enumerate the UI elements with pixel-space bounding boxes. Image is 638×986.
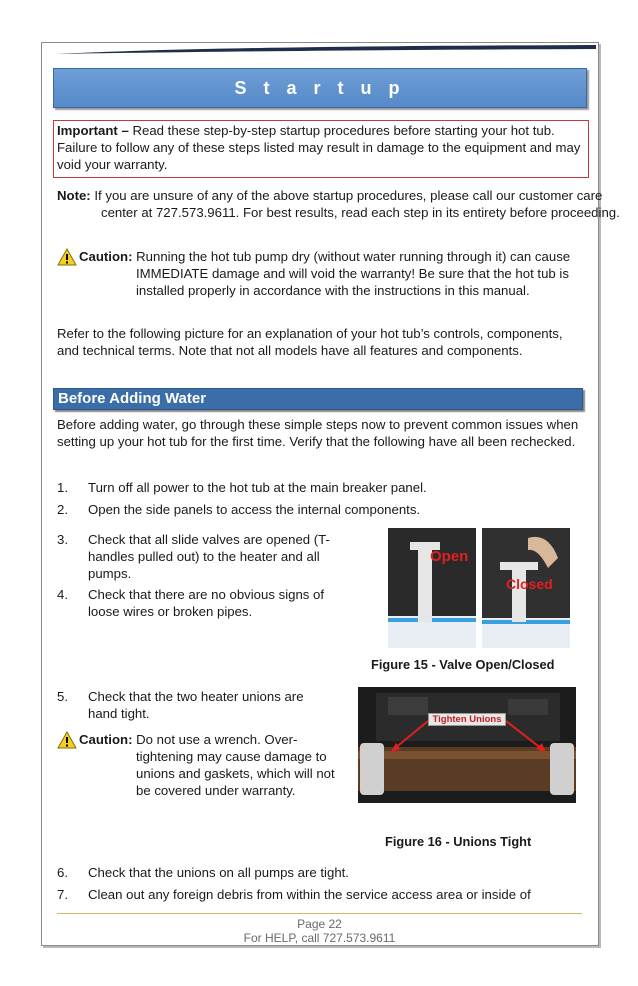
list-number: 1. <box>57 480 68 495</box>
list-number: 6. <box>57 865 68 880</box>
caution-label: Caution: <box>79 732 133 747</box>
list-text: Open the side panels to access the internal components. <box>88 502 421 517</box>
important-paragraph <box>57 122 583 173</box>
refer-paragraph: Refer to the following picture for an explanation of your hot tub’s controls, components, and technical terms. Note that not all models have all features and components. <box>57 326 563 358</box>
title-bar <box>53 68 587 108</box>
list-text: Check that the unions on all pumps are tight. <box>88 865 349 880</box>
figure-16-image <box>358 687 576 803</box>
list-text: Check that there are no obvious signs of loose wires or broken pipes. <box>88 587 325 619</box>
figure-15-label-closed: Closed <box>506 576 553 592</box>
caution-block-2 <box>57 731 347 799</box>
figure-16-caption: Figure 16 - Unions Tight <box>385 834 532 849</box>
warning-icon <box>57 248 77 266</box>
figure-15-caption: Figure 15 - Valve Open/Closed <box>371 657 555 672</box>
footer-rule <box>57 913 582 914</box>
note-label: Note: <box>57 188 91 203</box>
list-text: Clean out any foreign debris from within the service access area or inside of <box>88 887 531 902</box>
important-label: Important – <box>57 123 129 138</box>
note-paragraph <box>57 187 629 221</box>
list-text: Turn off all power to the hot tub at the main breaker panel. <box>88 480 427 495</box>
list-number: 3. <box>57 532 68 547</box>
list-number: 2. <box>57 502 68 517</box>
list-text: Check that all slide valves are opened (T-handles pulled out) to the heater and all pumps. <box>88 532 330 581</box>
warning-icon <box>57 731 77 749</box>
intro-paragraph: Before adding water, go through these simple steps now to prevent common issues when setting up your hot tub for the first time. Verify that the following have all been rechecked. <box>57 417 579 449</box>
list-number: 5. <box>57 689 68 704</box>
list-text: Check that the two heater unions are hand tight. <box>88 689 304 721</box>
section-header <box>53 388 583 410</box>
caution-label: Caution: <box>79 249 133 264</box>
caution-text: Do not use a wrench. Over-tightening may cause damage to unions and gaskets, which will not be covered under warranty. <box>132 732 335 798</box>
caution-block-1 <box>57 248 587 299</box>
footer-page-number: Page 22 <box>297 917 342 931</box>
caution-text: Running the hot tub pump dry (without water running through it) can cause IMMEDIATE damage and will void the warranty! Be sure that the hot tub is installed properly in accordance with the instructions in this manual. <box>132 249 571 298</box>
figure-16-label: Tighten Unions <box>428 713 506 726</box>
important-text: Read these step-by-step startup procedures before starting your hot tub. Failure to follow any of these steps listed may result in damage to the equipment and may void your warranty. <box>57 123 581 172</box>
note-text: If you are unsure of any of the above startup procedures, please call our customer care center at 727.573.9611. For best results, read each step in its entirety before proceeding. <box>90 188 620 220</box>
list-number: 7. <box>57 887 68 902</box>
list-number: 4. <box>57 587 68 602</box>
footer-help: For HELP, call 727.573.9611 <box>243 931 396 945</box>
figure-15-image <box>388 528 570 648</box>
section-title: Before Adding Water <box>58 390 207 407</box>
header-swoosh <box>56 44 596 64</box>
page-title: S t a r t u p <box>234 77 406 98</box>
figure-15-label-open: Open <box>430 548 469 565</box>
